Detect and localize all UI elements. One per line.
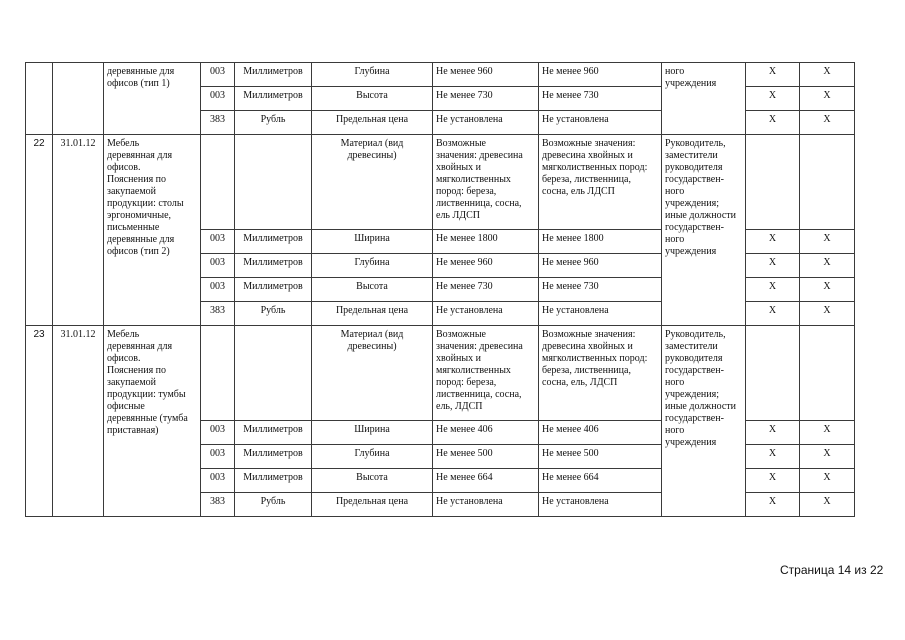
characteristic-cell: Ширина xyxy=(312,421,433,445)
characteristic-cell: Глубина xyxy=(312,254,433,278)
unit-name-cell: Рубль xyxy=(235,302,312,326)
okei-code-cell: 383 xyxy=(201,111,235,135)
approved-value-cell: Не менее 730 xyxy=(433,278,539,302)
okpd-code-cell xyxy=(53,63,104,135)
value-cell: Возможные значения: древесина хвойных и мягколиственных пород: береза, лиственница, сосна, ель ЛДСП xyxy=(539,135,662,230)
unit-name-cell xyxy=(235,135,312,230)
justification-mark-cell: X xyxy=(800,445,855,469)
unit-name-cell: Рубль xyxy=(235,111,312,135)
table-row xyxy=(26,326,855,421)
justification-mark-cell: X xyxy=(800,111,855,135)
characteristic-cell: Высота xyxy=(312,469,433,493)
position-category-cell: ного учреждения xyxy=(662,63,746,135)
product-name-cell: Мебель деревянная для офисов. Пояснения по закупаемой продукции: столы эргономичные, письменные деревянные для офисов (тип 2) xyxy=(104,135,201,326)
approved-value-cell: Не менее 664 xyxy=(433,469,539,493)
deviation-mark-cell: X xyxy=(746,87,800,111)
justification-mark-cell xyxy=(800,135,855,230)
unit-name-cell: Миллиметров xyxy=(235,445,312,469)
justification-mark-cell: X xyxy=(800,63,855,87)
product-name-cell: деревянные для офисов (тип 1) xyxy=(104,63,201,135)
deviation-mark-cell: X xyxy=(746,254,800,278)
deviation-mark-cell: X xyxy=(746,63,800,87)
value-cell: Не установлена xyxy=(539,302,662,326)
okpd-code-cell: 31.01.12 xyxy=(53,326,104,517)
deviation-mark-cell: X xyxy=(746,421,800,445)
unit-name-cell: Рубль xyxy=(235,493,312,517)
characteristic-cell: Глубина xyxy=(312,63,433,87)
approved-value-cell: Не менее 960 xyxy=(433,63,539,87)
value-cell: Не менее 664 xyxy=(539,469,662,493)
deviation-mark-cell: X xyxy=(746,445,800,469)
unit-name-cell: Миллиметров xyxy=(235,87,312,111)
okei-code-cell: 003 xyxy=(201,230,235,254)
table-row xyxy=(26,63,855,87)
characteristic-cell: Высота xyxy=(312,278,433,302)
deviation-mark-cell xyxy=(746,135,800,230)
position-category-cell: Руководитель, заместители руководителя государствен- ного учреждения; иные должности государствен- ного учреждения xyxy=(662,135,746,326)
okei-code-cell xyxy=(201,135,235,230)
value-cell: Не менее 406 xyxy=(539,421,662,445)
characteristic-cell: Предельная цена xyxy=(312,302,433,326)
value-cell: Не менее 960 xyxy=(539,63,662,87)
deviation-mark-cell: X xyxy=(746,278,800,302)
value-cell: Не менее 730 xyxy=(539,278,662,302)
approved-value-cell: Не менее 1800 xyxy=(433,230,539,254)
value-cell: Не установлена xyxy=(539,493,662,517)
unit-name-cell: Миллиметров xyxy=(235,278,312,302)
value-cell: Не установлена xyxy=(539,111,662,135)
okei-code-cell: 003 xyxy=(201,278,235,302)
approved-value-cell: Не менее 406 xyxy=(433,421,539,445)
approved-value-cell: Возможные значения: древесина хвойных и мягколиственных пород: береза, лиственница, сосна, ель, ЛДСП xyxy=(433,326,539,421)
okei-code-cell: 003 xyxy=(201,421,235,445)
characteristic-cell: Предельная цена xyxy=(312,111,433,135)
characteristic-cell: Материал (вид древесины) xyxy=(312,326,433,421)
justification-mark-cell: X xyxy=(800,421,855,445)
justification-mark-cell: X xyxy=(800,278,855,302)
approved-value-cell: Не установлена xyxy=(433,302,539,326)
deviation-mark-cell: X xyxy=(746,302,800,326)
row-number-cell: 23 xyxy=(26,326,53,517)
value-cell: Не менее 1800 xyxy=(539,230,662,254)
product-name-cell: Мебель деревянная для офисов. Пояснения по закупаемой продукции: тумбы офисные деревянные (тумба приставная) xyxy=(104,326,201,517)
approved-value-cell: Не менее 730 xyxy=(433,87,539,111)
characteristic-cell: Глубина xyxy=(312,445,433,469)
okei-code-cell: 003 xyxy=(201,63,235,87)
value-cell: Не менее 730 xyxy=(539,87,662,111)
approved-value-cell: Возможные значения: древесина хвойных и мягколиственных пород: береза, лиственница, сосна, ель ЛДСП xyxy=(433,135,539,230)
value-cell: Не менее 500 xyxy=(539,445,662,469)
unit-name-cell: Миллиметров xyxy=(235,254,312,278)
unit-name-cell: Миллиметров xyxy=(235,230,312,254)
okei-code-cell: 383 xyxy=(201,493,235,517)
unit-name-cell: Миллиметров xyxy=(235,63,312,87)
okei-code-cell: 003 xyxy=(201,254,235,278)
unit-name-cell: Миллиметров xyxy=(235,469,312,493)
approved-value-cell: Не установлена xyxy=(433,493,539,517)
approved-value-cell: Не установлена xyxy=(433,111,539,135)
characteristic-cell: Материал (вид древесины) xyxy=(312,135,433,230)
justification-mark-cell: X xyxy=(800,230,855,254)
okei-code-cell xyxy=(201,326,235,421)
value-cell: Возможные значения: древесина хвойных и мягколиственных пород: береза, лиственница, сосна, ель, ЛДСП xyxy=(539,326,662,421)
okei-code-cell: 003 xyxy=(201,445,235,469)
unit-name-cell xyxy=(235,326,312,421)
characteristic-cell: Ширина xyxy=(312,230,433,254)
okei-code-cell: 003 xyxy=(201,469,235,493)
justification-mark-cell: X xyxy=(800,87,855,111)
justification-mark-cell: X xyxy=(800,469,855,493)
deviation-mark-cell xyxy=(746,326,800,421)
row-number-cell xyxy=(26,63,53,135)
justification-mark-cell xyxy=(800,326,855,421)
okpd-code-cell: 31.01.12 xyxy=(53,135,104,326)
deviation-mark-cell: X xyxy=(746,111,800,135)
table-row xyxy=(26,135,855,230)
okei-code-cell: 003 xyxy=(201,87,235,111)
unit-name-cell: Миллиметров xyxy=(235,421,312,445)
deviation-mark-cell: X xyxy=(746,469,800,493)
deviation-mark-cell: X xyxy=(746,493,800,517)
furniture-requirements-table xyxy=(25,62,855,517)
position-category-cell: Руководитель, заместители руководителя государствен- ного учреждения; иные должности государствен- ного учреждения xyxy=(662,326,746,517)
justification-mark-cell: X xyxy=(800,254,855,278)
deviation-mark-cell: X xyxy=(746,230,800,254)
approved-value-cell: Не менее 960 xyxy=(433,254,539,278)
value-cell: Не менее 960 xyxy=(539,254,662,278)
justification-mark-cell: X xyxy=(800,302,855,326)
okei-code-cell: 383 xyxy=(201,302,235,326)
row-number-cell: 22 xyxy=(26,135,53,326)
characteristic-cell: Высота xyxy=(312,87,433,111)
justification-mark-cell: X xyxy=(800,493,855,517)
approved-value-cell: Не менее 500 xyxy=(433,445,539,469)
page-number-label: Страница 14 из 22 xyxy=(780,563,884,577)
characteristic-cell: Предельная цена xyxy=(312,493,433,517)
